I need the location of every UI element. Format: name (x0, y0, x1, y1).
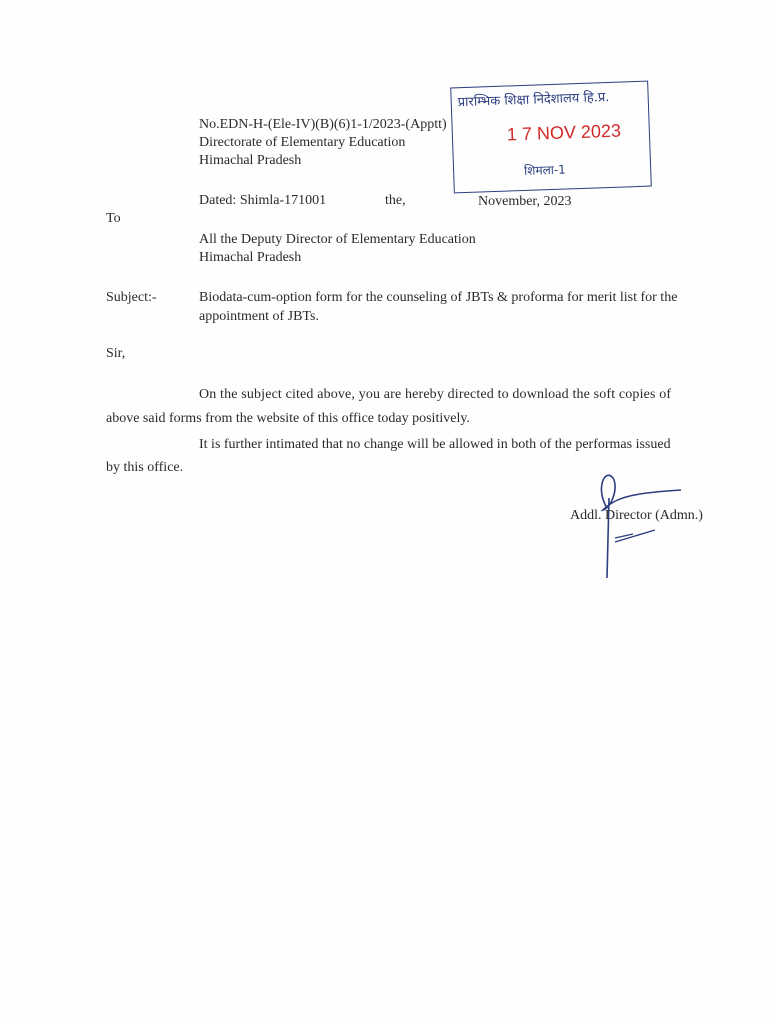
office-name: Directorate of Elementary Education (199, 135, 406, 150)
office-state: Himachal Pradesh (199, 153, 302, 168)
received-stamp (450, 81, 652, 194)
addressee-line1: All the Deputy Director of Elementary Education (199, 232, 476, 247)
subject-line2: appointment of JBTs. (199, 309, 319, 324)
paragraph2-line1: It is further intimated that no change will be allowed in both of the performas issued (199, 437, 671, 452)
letter-date: November, 2023 (478, 194, 572, 209)
reference-number: No.EDN-H-(Ele-IV)(B)(6)1-1/2023-(Apptt) (199, 117, 447, 132)
signatory-designation: Addl. Director (Admn.) (570, 508, 703, 523)
subject-line1: Biodata-cum-option form for the counseling of JBTs & proforma for merit list for the (199, 290, 678, 305)
stamp-date: 1 7 NOV 2023 (506, 120, 622, 145)
to-label: To (106, 211, 121, 226)
paragraph2-line2: by this office. (106, 460, 184, 475)
subject-label: Subject:- (106, 290, 157, 305)
dated-label: Dated: Shimla-171001 (199, 193, 327, 208)
salutation: Sir, (106, 346, 126, 361)
stamp-place: शिमला-1 (523, 162, 567, 178)
paragraph1-line1: On the subject cited above, you are hereby directed to download the soft copies of (199, 387, 672, 402)
handwritten-signature (585, 468, 695, 583)
stamp-office: प्रारम्भिक शिक्षा निदेशालय हि.प्र. (457, 89, 610, 111)
addressee-line2: Himachal Pradesh (199, 250, 302, 265)
paragraph1-line2: above said forms from the website of this office today positively. (106, 411, 470, 426)
the-label: the, (385, 193, 406, 208)
